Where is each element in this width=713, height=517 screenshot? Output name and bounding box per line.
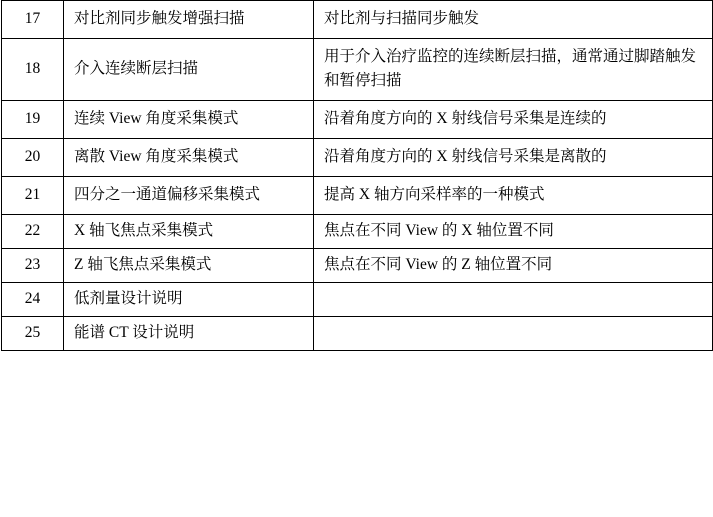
row-description: 焦点在不同 View 的 Z 轴位置不同 [314, 249, 713, 283]
row-number: 18 [2, 39, 64, 101]
row-name: 对比剂同步触发增强扫描 [64, 1, 314, 39]
row-description: 沿着角度方向的 X 射线信号采集是连续的 [314, 101, 713, 139]
row-number: 24 [2, 283, 64, 317]
table-row [2, 1, 713, 39]
row-number: 25 [2, 317, 64, 351]
table-row [2, 249, 713, 283]
row-name: 四分之一通道偏移采集模式 [64, 177, 314, 215]
specification-table [1, 0, 713, 351]
row-number: 21 [2, 177, 64, 215]
row-number: 17 [2, 1, 64, 39]
row-name: 连续 View 角度采集模式 [64, 101, 314, 139]
row-description [314, 283, 713, 317]
row-name: 低剂量设计说明 [64, 283, 314, 317]
table-row [2, 101, 713, 139]
row-name: 能谱 CT 设计说明 [64, 317, 314, 351]
row-number: 22 [2, 215, 64, 249]
row-description: 对比剂与扫描同步触发 [314, 1, 713, 39]
table-row [2, 215, 713, 249]
table-row [2, 177, 713, 215]
row-description: 用于介入治疗监控的连续断层扫描，通常通过脚踏触发和暂停扫描 [314, 39, 713, 101]
row-number: 19 [2, 101, 64, 139]
row-description: 焦点在不同 View 的 X 轴位置不同 [314, 215, 713, 249]
row-description: 提高 X 轴方向采样率的一种模式 [314, 177, 713, 215]
table-body [2, 1, 713, 351]
table-row [2, 317, 713, 351]
row-description: 沿着角度方向的 X 射线信号采集是离散的 [314, 139, 713, 177]
row-description [314, 317, 713, 351]
table-row [2, 283, 713, 317]
row-number: 20 [2, 139, 64, 177]
row-name: 离散 View 角度采集模式 [64, 139, 314, 177]
table-row [2, 39, 713, 101]
row-name: Z 轴飞焦点采集模式 [64, 249, 314, 283]
row-number: 23 [2, 249, 64, 283]
table-row [2, 139, 713, 177]
row-name: 介入连续断层扫描 [64, 39, 314, 101]
row-name: X 轴飞焦点采集模式 [64, 215, 314, 249]
